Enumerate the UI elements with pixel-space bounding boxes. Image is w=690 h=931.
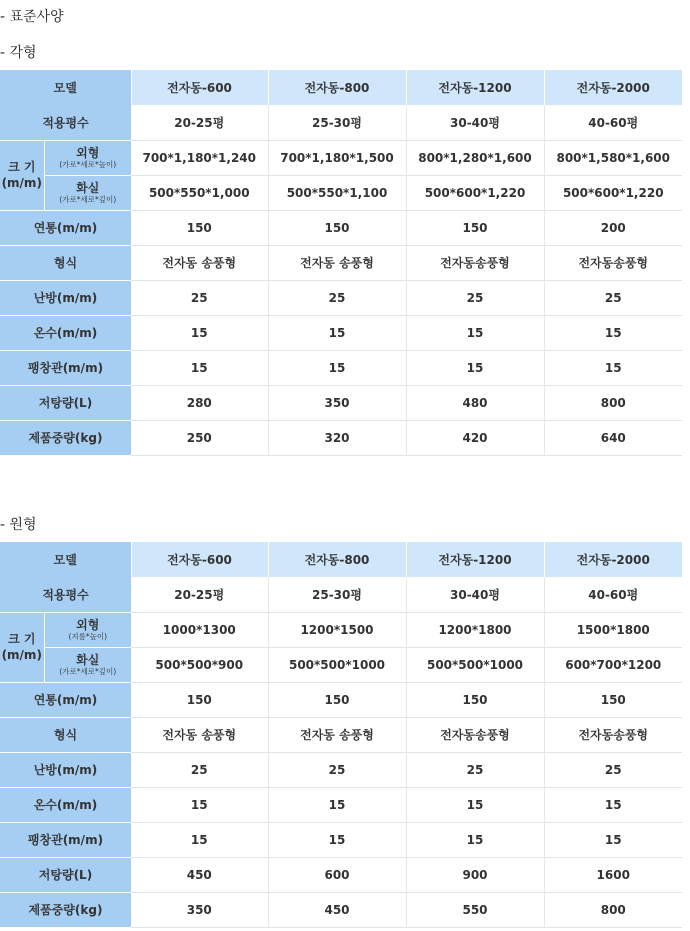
header-model-name: 전자동-2000 xyxy=(544,70,682,105)
spec-row xyxy=(0,210,682,245)
header-row xyxy=(0,542,682,577)
size-firebox-note: (가로*세로*깊이) xyxy=(59,666,117,676)
spec-row-value: 350 xyxy=(268,385,406,420)
area-value: 40-60평 xyxy=(544,105,682,140)
spec-row-value: 15 xyxy=(406,315,544,350)
spec-row-value: 전자동송풍형 xyxy=(544,245,682,280)
size-outer-value: 700*1,180*1,240 xyxy=(131,140,268,175)
size-firebox-row xyxy=(0,647,682,682)
spec-row-value: 15 xyxy=(268,822,406,857)
spec-row-value: 1600 xyxy=(544,857,682,892)
spec-row-value: 150 xyxy=(544,682,682,717)
spec-row-value: 25 xyxy=(406,752,544,787)
size-outer-note: (지름*높이) xyxy=(68,631,108,641)
spec-row-value: 200 xyxy=(544,210,682,245)
spec-row-value: 25 xyxy=(268,280,406,315)
size-firebox-name: 화실 xyxy=(76,652,100,667)
size-outer-name: 외형 xyxy=(76,145,100,160)
header-row xyxy=(0,70,682,105)
spec-row-value: 15 xyxy=(131,315,268,350)
header-model-label: 모델 xyxy=(0,70,131,105)
size-label-line1: 크 기 xyxy=(8,632,36,646)
spec-row-value: 15 xyxy=(131,787,268,822)
spec-row-value: 25 xyxy=(131,280,268,315)
spec-row-value: 150 xyxy=(268,210,406,245)
spec-row-value: 25 xyxy=(268,752,406,787)
spec-row-value: 15 xyxy=(268,350,406,385)
spec-row xyxy=(0,280,682,315)
area-value: 20-25평 xyxy=(131,105,268,140)
size-firebox-value: 500*550*1,100 xyxy=(268,175,406,210)
spec-row xyxy=(0,682,682,717)
header-model-name: 전자동-1200 xyxy=(406,542,544,577)
area-value: 25-30평 xyxy=(268,105,406,140)
spec-row-value: 15 xyxy=(544,787,682,822)
spec-row-value: 전자동 송풍형 xyxy=(131,245,268,280)
area-value: 40-60평 xyxy=(544,577,682,612)
spec-row-value: 전자동송풍형 xyxy=(406,717,544,752)
size-outer-label xyxy=(44,612,131,647)
size-firebox-note: (가로*세로*깊이) xyxy=(59,194,117,204)
spec-row-value: 25 xyxy=(131,752,268,787)
size-outer-row xyxy=(0,612,682,647)
size-firebox-value: 500*500*1000 xyxy=(268,647,406,682)
spec-row xyxy=(0,350,682,385)
spec-row-value: 15 xyxy=(544,315,682,350)
spec-row xyxy=(0,315,682,350)
spec-row-value: 전자동 송풍형 xyxy=(131,717,268,752)
spec-row-label: 팽창관(m/m) xyxy=(0,350,131,385)
header-model-name: 전자동-1200 xyxy=(406,70,544,105)
spec-row-value: 150 xyxy=(131,682,268,717)
spec-row-value: 450 xyxy=(268,892,406,927)
header-model-name: 전자동-600 xyxy=(131,542,268,577)
spec-row-value: 25 xyxy=(406,280,544,315)
size-firebox-row xyxy=(0,175,682,210)
section-heading-round: - 원형 xyxy=(0,517,37,533)
spec-row-value: 150 xyxy=(131,210,268,245)
size-firebox-value: 500*500*1000 xyxy=(406,647,544,682)
size-outer-row xyxy=(0,140,682,175)
spec-row-value: 480 xyxy=(406,385,544,420)
size-firebox-value: 500*500*900 xyxy=(131,647,268,682)
spec-row xyxy=(0,892,682,927)
spec-row xyxy=(0,857,682,892)
area-label: 적용평수 xyxy=(0,105,131,140)
spec-row xyxy=(0,787,682,822)
size-firebox-value: 600*700*1200 xyxy=(544,647,682,682)
spec-row-value: 15 xyxy=(544,822,682,857)
spec-row-value: 15 xyxy=(131,350,268,385)
spec-row-label: 저탕량(L) xyxy=(0,857,131,892)
size-outer-value: 800*1,280*1,600 xyxy=(406,140,544,175)
spec-row-value: 640 xyxy=(544,420,682,455)
spec-row-label: 형식 xyxy=(0,245,131,280)
spec-row-value: 15 xyxy=(406,822,544,857)
spec-row xyxy=(0,420,682,455)
spec-row-value: 15 xyxy=(268,787,406,822)
spec-row-value: 320 xyxy=(268,420,406,455)
spec-row-label: 제품중량(kg) xyxy=(0,420,131,455)
spec-row-value: 15 xyxy=(406,350,544,385)
spec-row-value: 900 xyxy=(406,857,544,892)
header-model-name: 전자동-2000 xyxy=(544,542,682,577)
spec-row-value: 800 xyxy=(544,385,682,420)
spec-row xyxy=(0,245,682,280)
size-outer-value: 1200*1500 xyxy=(268,612,406,647)
spec-row-label: 형식 xyxy=(0,717,131,752)
size-label-line2: (m/m) xyxy=(1,648,42,662)
size-outer-label xyxy=(44,140,131,175)
size-outer-value: 800*1,580*1,600 xyxy=(544,140,682,175)
area-value: 25-30평 xyxy=(268,577,406,612)
spec-row-value: 150 xyxy=(406,210,544,245)
spec-row-value: 전자동 송풍형 xyxy=(268,245,406,280)
size-firebox-value: 500*600*1,220 xyxy=(544,175,682,210)
spec-row-value: 150 xyxy=(406,682,544,717)
spec-row-label: 난방(m/m) xyxy=(0,280,131,315)
header-model-name: 전자동-800 xyxy=(268,70,406,105)
size-outer-value: 1000*1300 xyxy=(131,612,268,647)
size-label-line1: 크 기 xyxy=(8,160,36,174)
size-outer-value: 700*1,180*1,500 xyxy=(268,140,406,175)
size-outer-name: 외형 xyxy=(76,617,100,632)
spec-row-label: 온수(m/m) xyxy=(0,787,131,822)
size-outer-value: 1200*1800 xyxy=(406,612,544,647)
spec-row-label: 온수(m/m) xyxy=(0,315,131,350)
spec-row-value: 15 xyxy=(406,787,544,822)
size-label-line2: (m/m) xyxy=(1,176,42,190)
area-label: 적용평수 xyxy=(0,577,131,612)
area-row xyxy=(0,577,682,612)
spec-table-round xyxy=(0,542,682,928)
spec-row-label: 제품중량(kg) xyxy=(0,892,131,927)
size-firebox-value: 500*550*1,000 xyxy=(131,175,268,210)
size-label xyxy=(0,612,44,682)
size-firebox-name: 화실 xyxy=(76,180,100,195)
spec-row-value: 15 xyxy=(268,315,406,350)
page-title: - 표준사양 xyxy=(0,9,64,25)
spec-row-value: 800 xyxy=(544,892,682,927)
spec-row-value: 250 xyxy=(131,420,268,455)
area-value: 20-25평 xyxy=(131,577,268,612)
area-row xyxy=(0,105,682,140)
header-model-name: 전자동-600 xyxy=(131,70,268,105)
spec-row-label: 연통(m/m) xyxy=(0,682,131,717)
area-value: 30-40평 xyxy=(406,105,544,140)
spec-row xyxy=(0,385,682,420)
spec-row-label: 난방(m/m) xyxy=(0,752,131,787)
spec-row xyxy=(0,822,682,857)
spec-row-value: 15 xyxy=(544,350,682,385)
spec-row-value: 전자동 송풍형 xyxy=(268,717,406,752)
spec-row-value: 420 xyxy=(406,420,544,455)
spec-row-value: 전자동송풍형 xyxy=(544,717,682,752)
spec-table-square xyxy=(0,70,682,456)
section-heading-square: - 각형 xyxy=(0,45,37,61)
spec-row-value: 25 xyxy=(544,280,682,315)
spec-row-value: 600 xyxy=(268,857,406,892)
spec-row-value: 280 xyxy=(131,385,268,420)
size-firebox-label xyxy=(44,175,131,210)
spec-row-value: 전자동송풍형 xyxy=(406,245,544,280)
spec-row-label: 연통(m/m) xyxy=(0,210,131,245)
spec-row-label: 저탕량(L) xyxy=(0,385,131,420)
spec-row-value: 550 xyxy=(406,892,544,927)
spec-row-value: 450 xyxy=(131,857,268,892)
size-label xyxy=(0,140,44,210)
size-firebox-value: 500*600*1,220 xyxy=(406,175,544,210)
spec-row-value: 25 xyxy=(544,752,682,787)
spec-row-value: 15 xyxy=(131,822,268,857)
spec-row-value: 150 xyxy=(268,682,406,717)
spec-row xyxy=(0,717,682,752)
spec-row-value: 350 xyxy=(131,892,268,927)
header-model-label: 모델 xyxy=(0,542,131,577)
size-outer-note: (가로*세로*높이) xyxy=(59,159,117,169)
spec-row-label: 팽창관(m/m) xyxy=(0,822,131,857)
size-firebox-label xyxy=(44,647,131,682)
header-model-name: 전자동-800 xyxy=(268,542,406,577)
spec-row xyxy=(0,752,682,787)
size-outer-value: 1500*1800 xyxy=(544,612,682,647)
area-value: 30-40평 xyxy=(406,577,544,612)
